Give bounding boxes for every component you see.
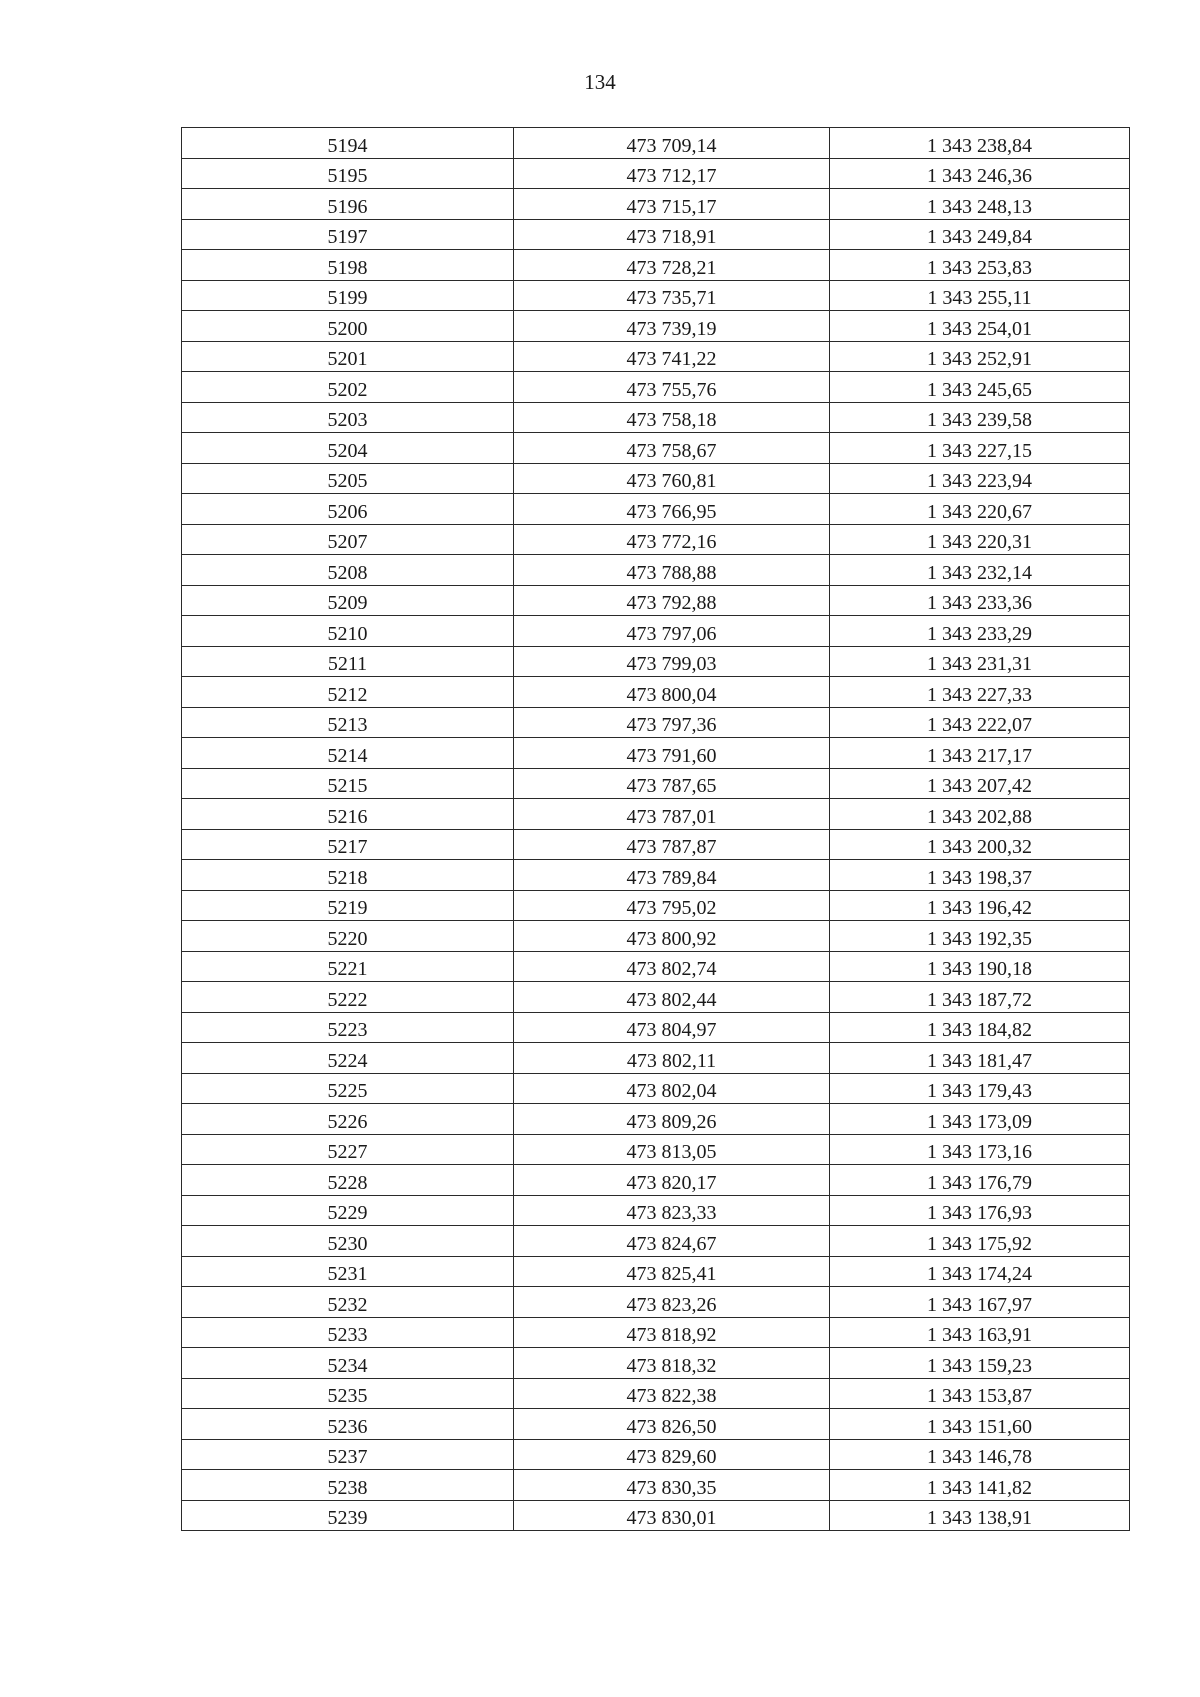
y-coordinate-cell: 1 343 255,11 [830,280,1130,311]
point-number-cell: 5207 [182,524,514,555]
table-row [182,951,1130,982]
x-coordinate-cell: 473 797,06 [514,616,830,647]
x-coordinate-cell: 473 787,87 [514,829,830,860]
table-row [182,128,1130,159]
point-number-cell: 5214 [182,738,514,769]
x-coordinate-cell: 473 739,19 [514,311,830,342]
point-number-cell: 5220 [182,921,514,952]
x-coordinate-cell: 473 789,84 [514,860,830,891]
x-coordinate-cell: 473 718,91 [514,219,830,250]
table-row [182,646,1130,677]
point-number-cell: 5235 [182,1378,514,1409]
table-row [182,494,1130,525]
y-coordinate-cell: 1 343 252,91 [830,341,1130,372]
x-coordinate-cell: 473 712,17 [514,158,830,189]
table-row [182,1104,1130,1135]
table-row [182,1287,1130,1318]
x-coordinate-cell: 473 829,60 [514,1439,830,1470]
y-coordinate-cell: 1 343 146,78 [830,1439,1130,1470]
y-coordinate-cell: 1 343 176,93 [830,1195,1130,1226]
y-coordinate-cell: 1 343 231,31 [830,646,1130,677]
table-row [182,1165,1130,1196]
table-row [182,1439,1130,1470]
point-number-cell: 5195 [182,158,514,189]
y-coordinate-cell: 1 343 153,87 [830,1378,1130,1409]
y-coordinate-cell: 1 343 238,84 [830,128,1130,159]
x-coordinate-cell: 473 800,92 [514,921,830,952]
y-coordinate-cell: 1 343 200,32 [830,829,1130,860]
y-coordinate-cell: 1 343 249,84 [830,219,1130,250]
table-row [182,463,1130,494]
point-number-cell: 5226 [182,1104,514,1135]
point-number-cell: 5221 [182,951,514,982]
y-coordinate-cell: 1 343 187,72 [830,982,1130,1013]
y-coordinate-cell: 1 343 253,83 [830,250,1130,281]
x-coordinate-cell: 473 758,18 [514,402,830,433]
table-row [182,677,1130,708]
x-coordinate-cell: 473 802,11 [514,1043,830,1074]
table-row [182,1348,1130,1379]
x-coordinate-cell: 473 772,16 [514,524,830,555]
y-coordinate-cell: 1 343 159,23 [830,1348,1130,1379]
point-number-cell: 5236 [182,1409,514,1440]
table-row [182,1073,1130,1104]
x-coordinate-cell: 473 787,01 [514,799,830,830]
point-number-cell: 5229 [182,1195,514,1226]
table-row [182,1043,1130,1074]
y-coordinate-cell: 1 343 163,91 [830,1317,1130,1348]
table-row [182,524,1130,555]
table-row [182,402,1130,433]
point-number-cell: 5233 [182,1317,514,1348]
table-row [182,280,1130,311]
y-coordinate-cell: 1 343 202,88 [830,799,1130,830]
x-coordinate-cell: 473 799,03 [514,646,830,677]
point-number-cell: 5209 [182,585,514,616]
table-row [182,1256,1130,1287]
table-row [182,158,1130,189]
x-coordinate-cell: 473 797,36 [514,707,830,738]
y-coordinate-cell: 1 343 246,36 [830,158,1130,189]
y-coordinate-cell: 1 343 190,18 [830,951,1130,982]
table-row [182,1012,1130,1043]
y-coordinate-cell: 1 343 254,01 [830,311,1130,342]
x-coordinate-cell: 473 787,65 [514,768,830,799]
table-row [182,433,1130,464]
table-row [182,311,1130,342]
point-number-cell: 5215 [182,768,514,799]
y-coordinate-cell: 1 343 198,37 [830,860,1130,891]
x-coordinate-cell: 473 715,17 [514,189,830,220]
x-coordinate-cell: 473 802,44 [514,982,830,1013]
y-coordinate-cell: 1 343 173,16 [830,1134,1130,1165]
y-coordinate-cell: 1 343 233,29 [830,616,1130,647]
y-coordinate-cell: 1 343 179,43 [830,1073,1130,1104]
x-coordinate-cell: 473 735,71 [514,280,830,311]
table-row [182,341,1130,372]
table-row [182,860,1130,891]
y-coordinate-cell: 1 343 222,07 [830,707,1130,738]
table-row [182,768,1130,799]
x-coordinate-cell: 473 760,81 [514,463,830,494]
y-coordinate-cell: 1 343 175,92 [830,1226,1130,1257]
y-coordinate-cell: 1 343 184,82 [830,1012,1130,1043]
y-coordinate-cell: 1 343 167,97 [830,1287,1130,1318]
y-coordinate-cell: 1 343 220,31 [830,524,1130,555]
x-coordinate-cell: 473 802,74 [514,951,830,982]
table-row [182,585,1130,616]
point-number-cell: 5211 [182,646,514,677]
y-coordinate-cell: 1 343 217,17 [830,738,1130,769]
y-coordinate-cell: 1 343 174,24 [830,1256,1130,1287]
point-number-cell: 5219 [182,890,514,921]
point-number-cell: 5238 [182,1470,514,1501]
y-coordinate-cell: 1 343 227,33 [830,677,1130,708]
point-number-cell: 5208 [182,555,514,586]
point-number-cell: 5224 [182,1043,514,1074]
x-coordinate-cell: 473 802,04 [514,1073,830,1104]
table-row [182,219,1130,250]
point-number-cell: 5228 [182,1165,514,1196]
page-number: 134 [584,70,616,94]
x-coordinate-cell: 473 766,95 [514,494,830,525]
point-number-cell: 5231 [182,1256,514,1287]
point-number-cell: 5225 [182,1073,514,1104]
point-number-cell: 5213 [182,707,514,738]
table-row [182,738,1130,769]
point-number-cell: 5232 [182,1287,514,1318]
x-coordinate-cell: 473 791,60 [514,738,830,769]
point-number-cell: 5239 [182,1500,514,1531]
point-number-cell: 5203 [182,402,514,433]
table-row [182,890,1130,921]
table-row [182,921,1130,952]
table-row [182,189,1130,220]
coordinates-table-body [182,128,1130,1531]
y-coordinate-cell: 1 343 220,67 [830,494,1130,525]
x-coordinate-cell: 473 818,92 [514,1317,830,1348]
point-number-cell: 5223 [182,1012,514,1043]
x-coordinate-cell: 473 824,67 [514,1226,830,1257]
table-row [182,799,1130,830]
x-coordinate-cell: 473 804,97 [514,1012,830,1043]
table-row [182,1134,1130,1165]
x-coordinate-cell: 473 792,88 [514,585,830,616]
point-number-cell: 5230 [182,1226,514,1257]
y-coordinate-cell: 1 343 232,14 [830,555,1130,586]
point-number-cell: 5197 [182,219,514,250]
x-coordinate-cell: 473 820,17 [514,1165,830,1196]
table-row [182,1500,1130,1531]
y-coordinate-cell: 1 343 239,58 [830,402,1130,433]
x-coordinate-cell: 473 813,05 [514,1134,830,1165]
point-number-cell: 5216 [182,799,514,830]
table-row [182,372,1130,403]
y-coordinate-cell: 1 343 245,65 [830,372,1130,403]
table-row [182,982,1130,1013]
point-number-cell: 5212 [182,677,514,708]
point-number-cell: 5218 [182,860,514,891]
x-coordinate-cell: 473 818,32 [514,1348,830,1379]
point-number-cell: 5222 [182,982,514,1013]
table-row [182,250,1130,281]
table-row [182,1470,1130,1501]
point-number-cell: 5227 [182,1134,514,1165]
y-coordinate-cell: 1 343 181,47 [830,1043,1130,1074]
x-coordinate-cell: 473 823,33 [514,1195,830,1226]
x-coordinate-cell: 473 758,67 [514,433,830,464]
point-number-cell: 5196 [182,189,514,220]
coordinates-table [181,127,1130,1531]
table-row [182,707,1130,738]
x-coordinate-cell: 473 709,14 [514,128,830,159]
y-coordinate-cell: 1 343 227,15 [830,433,1130,464]
table-row [182,1317,1130,1348]
point-number-cell: 5206 [182,494,514,525]
y-coordinate-cell: 1 343 223,94 [830,463,1130,494]
y-coordinate-cell: 1 343 138,91 [830,1500,1130,1531]
y-coordinate-cell: 1 343 196,42 [830,890,1130,921]
point-number-cell: 5200 [182,311,514,342]
x-coordinate-cell: 473 822,38 [514,1378,830,1409]
table-row [182,555,1130,586]
x-coordinate-cell: 473 830,35 [514,1470,830,1501]
y-coordinate-cell: 1 343 233,36 [830,585,1130,616]
table-row [182,1195,1130,1226]
x-coordinate-cell: 473 825,41 [514,1256,830,1287]
y-coordinate-cell: 1 343 192,35 [830,921,1130,952]
point-number-cell: 5234 [182,1348,514,1379]
x-coordinate-cell: 473 809,26 [514,1104,830,1135]
x-coordinate-cell: 473 826,50 [514,1409,830,1440]
table-row [182,829,1130,860]
x-coordinate-cell: 473 800,04 [514,677,830,708]
point-number-cell: 5199 [182,280,514,311]
y-coordinate-cell: 1 343 173,09 [830,1104,1130,1135]
point-number-cell: 5202 [182,372,514,403]
x-coordinate-cell: 473 823,26 [514,1287,830,1318]
point-number-cell: 5198 [182,250,514,281]
y-coordinate-cell: 1 343 207,42 [830,768,1130,799]
point-number-cell: 5217 [182,829,514,860]
y-coordinate-cell: 1 343 248,13 [830,189,1130,220]
x-coordinate-cell: 473 741,22 [514,341,830,372]
y-coordinate-cell: 1 343 141,82 [830,1470,1130,1501]
table-row [182,616,1130,647]
point-number-cell: 5194 [182,128,514,159]
table-row [182,1409,1130,1440]
point-number-cell: 5237 [182,1439,514,1470]
table-row [182,1378,1130,1409]
point-number-cell: 5204 [182,433,514,464]
y-coordinate-cell: 1 343 151,60 [830,1409,1130,1440]
y-coordinate-cell: 1 343 176,79 [830,1165,1130,1196]
x-coordinate-cell: 473 830,01 [514,1500,830,1531]
x-coordinate-cell: 473 755,76 [514,372,830,403]
x-coordinate-cell: 473 788,88 [514,555,830,586]
point-number-cell: 5205 [182,463,514,494]
point-number-cell: 5210 [182,616,514,647]
x-coordinate-cell: 473 728,21 [514,250,830,281]
x-coordinate-cell: 473 795,02 [514,890,830,921]
point-number-cell: 5201 [182,341,514,372]
table-row [182,1226,1130,1257]
